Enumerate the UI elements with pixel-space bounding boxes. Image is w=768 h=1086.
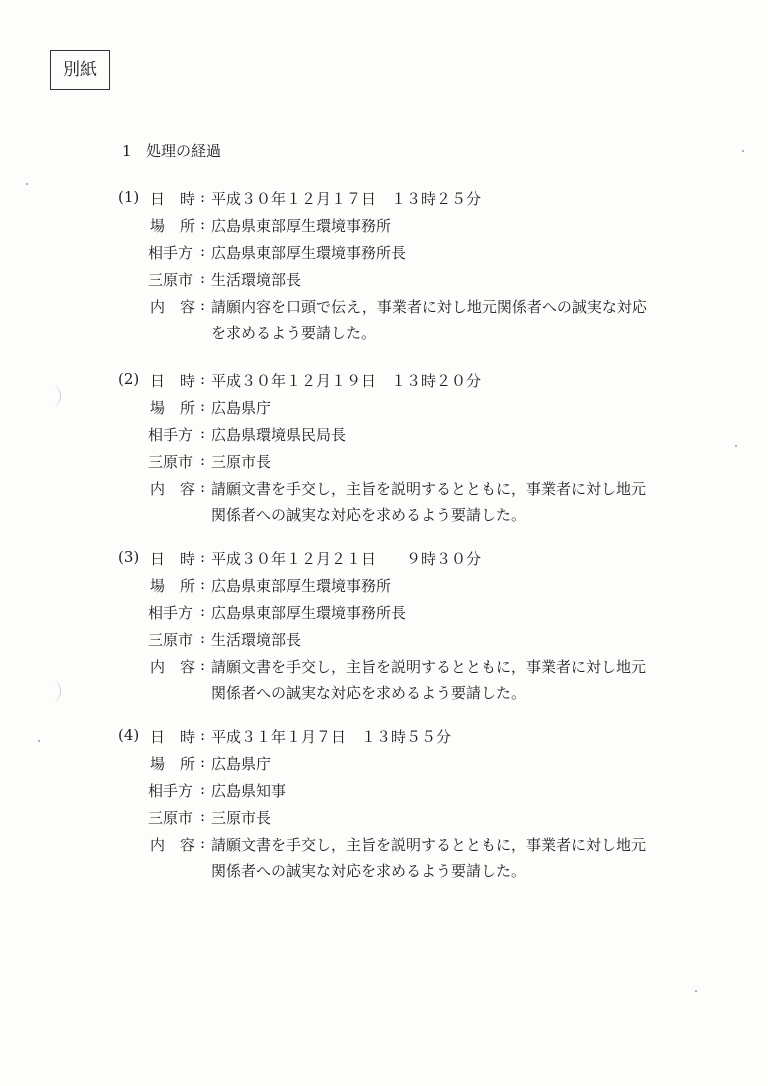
entry-enum: (2) (118, 370, 140, 388)
scan-speck (26, 183, 28, 185)
content-line-2: 関係者への誠実な対応を求めるよう要請した。 (211, 506, 527, 524)
attachment-label: 別紙 (50, 50, 110, 90)
entry-enum: (1) (118, 188, 140, 206)
city-label: 三原市 (148, 809, 194, 827)
date-label: 日 時 (150, 728, 196, 746)
section-number: 1 (122, 142, 132, 160)
colon: : (200, 478, 206, 496)
content-line-1: 請願文書を手交し，主旨を説明するとともに，事業者に対し地元 (211, 658, 647, 676)
colon: : (200, 629, 206, 647)
section-heading (122, 140, 221, 161)
scan-speck (695, 990, 697, 992)
content-label: 内 容 (150, 480, 196, 498)
date-label: 日 時 (150, 190, 196, 208)
scan-speck (38, 740, 40, 742)
content-line-2: 関係者への誠実な対応を求めるよう要請した。 (211, 684, 527, 702)
date-label: 日 時 (150, 372, 196, 390)
party-label: 相手方 (148, 244, 194, 262)
colon: : (200, 834, 206, 852)
colon: : (200, 188, 206, 206)
place-label: 場 所 (150, 755, 196, 773)
entry-enum: (3) (118, 548, 140, 566)
content-label: 内 容 (150, 298, 196, 316)
colon: : (200, 451, 206, 469)
colon: : (200, 575, 206, 593)
colon: : (200, 424, 206, 442)
party-value: 広島県環境県民局長 (211, 426, 347, 444)
party-value: 広島県東部厚生環境事務所長 (211, 244, 407, 262)
city-label: 三原市 (148, 453, 194, 471)
colon: : (200, 397, 206, 415)
place-value: 広島県庁 (211, 755, 272, 773)
place-label: 場 所 (150, 217, 196, 235)
content-line-1: 請願文書を手交し，主旨を説明するとともに，事業者に対し地元 (211, 836, 647, 854)
place-label: 場 所 (150, 399, 196, 417)
scan-speck (742, 150, 744, 152)
punch-hole-mark (42, 680, 61, 702)
section-title: 処理の経過 (146, 142, 222, 160)
colon: : (200, 726, 206, 744)
party-value: 広島県知事 (211, 782, 287, 800)
content-line-2: を求めるよう要請した。 (211, 324, 377, 342)
content-label: 内 容 (150, 658, 196, 676)
colon: : (200, 753, 206, 771)
date-value: 平成３１年１月７日 １３時５５分 (211, 728, 452, 746)
colon: : (200, 780, 206, 798)
colon: : (200, 269, 206, 287)
content-line-1: 請願内容を口頭で伝え，事業者に対し地元関係者への誠実な対応 (211, 298, 647, 316)
place-value: 広島県庁 (211, 399, 272, 417)
entry-enum: (4) (118, 726, 140, 744)
city-label: 三原市 (148, 631, 194, 649)
date-label: 日 時 (150, 550, 196, 568)
place-value: 広島県東部厚生環境事務所 (211, 217, 392, 235)
place-value: 広島県東部厚生環境事務所 (211, 577, 392, 595)
city-value: 生活環境部長 (211, 271, 302, 289)
date-value: 平成３０年１２月１９日 １３時２０分 (211, 372, 482, 390)
party-label: 相手方 (148, 604, 194, 622)
colon: : (200, 242, 206, 260)
content-line-1: 請願文書を手交し，主旨を説明するとともに，事業者に対し地元 (211, 480, 647, 498)
date-value: 平成３０年１２月１７日 １３時２５分 (211, 190, 482, 208)
city-value: 三原市長 (211, 809, 272, 827)
city-value: 三原市長 (211, 453, 272, 471)
city-value: 生活環境部長 (211, 631, 302, 649)
colon: : (200, 602, 206, 620)
content-line-2: 関係者への誠実な対応を求めるよう要請した。 (211, 862, 527, 880)
party-label: 相手方 (148, 782, 194, 800)
colon: : (200, 215, 206, 233)
scan-speck (735, 445, 737, 447)
content-label: 内 容 (150, 836, 196, 854)
colon: : (200, 656, 206, 674)
city-label: 三原市 (148, 271, 194, 289)
colon: : (200, 296, 206, 314)
colon: : (200, 807, 206, 825)
party-value: 広島県東部厚生環境事務所長 (211, 604, 407, 622)
colon: : (200, 548, 206, 566)
punch-hole-mark (42, 385, 61, 407)
colon: : (200, 370, 206, 388)
party-label: 相手方 (148, 426, 194, 444)
date-value: 平成３０年１２月２１日 ９時３０分 (211, 550, 482, 568)
place-label: 場 所 (150, 577, 196, 595)
